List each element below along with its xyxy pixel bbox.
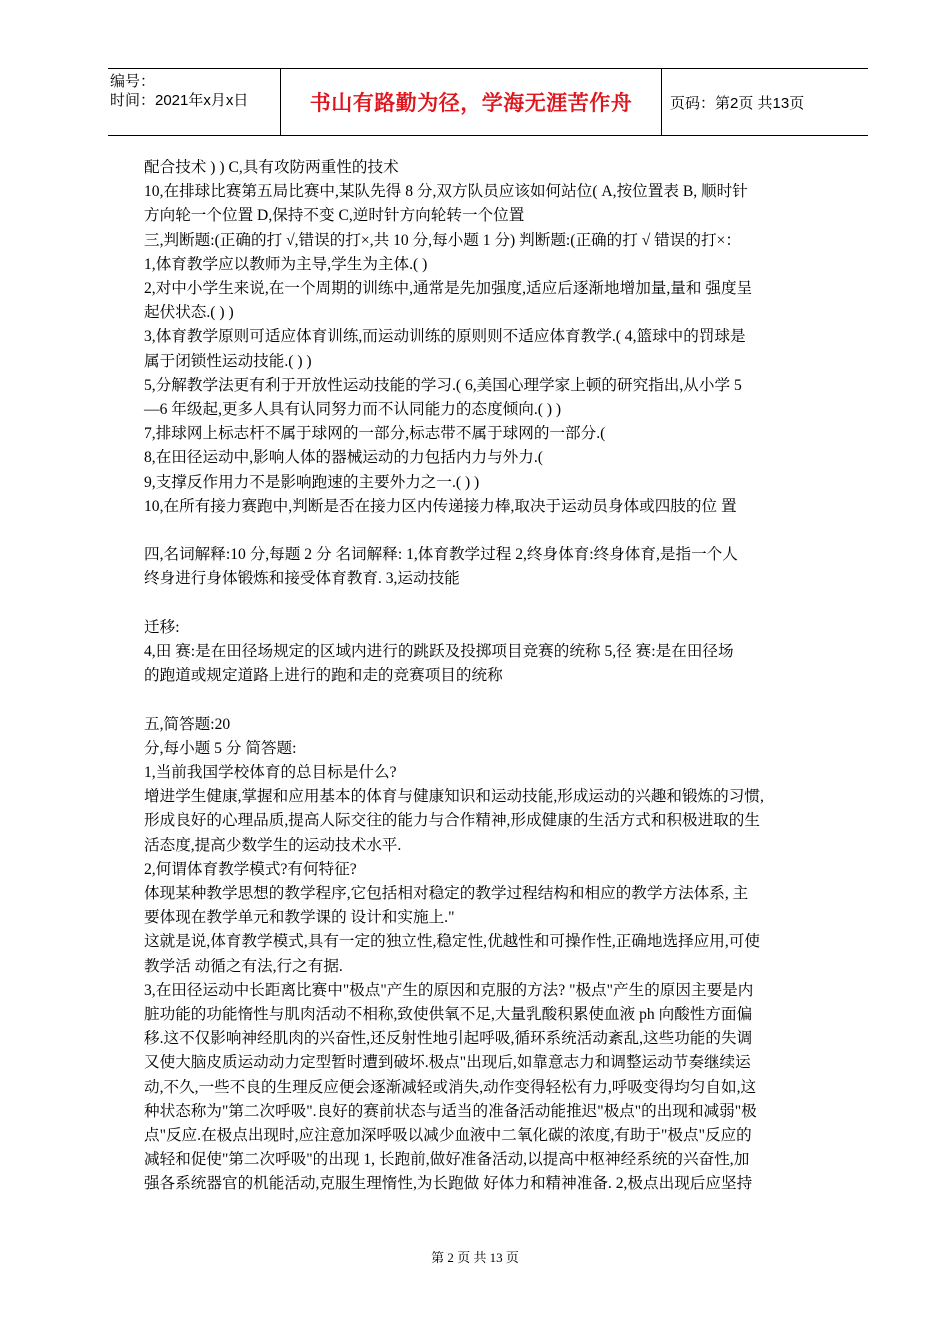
text-line: 五,简答题:20: [144, 715, 231, 733]
header-page-cell: [662, 69, 868, 135]
text-line: 又使大脑皮质运动动力定型暂时遭到破坏.极点"出现后,如靠意志力和调整运动节奏继续运: [144, 1054, 751, 1072]
text-line: 2,对中小学生来说,在一个周期的训练中,通常是先加强度,适应后逐渐地增加量,量和 强度呈: [144, 280, 753, 298]
header-motto: 书山有路勤为径，学海无涯苦作舟: [309, 92, 633, 115]
text-line: 4,田 赛:是在田径场规定的区域内进行的跳跃及投掷项目竞赛的统称 5,径 赛:是在田径场: [144, 643, 734, 661]
text-line: 属于闭锁性运动技能.( ) ): [144, 352, 312, 370]
text-line: 动,不久,一些不良的生理反应便会逐渐减轻或消失,动作变得轻松有力,呼吸变得均匀自如,这: [144, 1078, 757, 1096]
text-line: —6 年级起,更多人具有认同努力而不认同能力的态度倾向.( ) ): [144, 401, 562, 419]
document-number-label: 编号：: [110, 73, 156, 90]
text-line: 强各系统器官的机能活动,克服生理惰性,为长跑做 好体力和精神准备. 2,极点出现后应坚持: [144, 1175, 753, 1193]
text-line: 2,何谓体育教学模式?有何特征?: [144, 860, 357, 878]
text-line: 要体现在教学单元和教学课的 设计和实施上.": [144, 909, 455, 927]
text-line: 8,在田径运动中,影响人体的器械运动的力包括内力与外力.(: [144, 449, 543, 467]
text-line: 起伏状态.( ) ): [144, 304, 234, 322]
text-line: 方向轮一个位置 D,保持不变 C,逆时针方向轮转一个位置: [144, 207, 525, 225]
text-line: 9,支撑反作用力不是影响跑速的主要外力之一.( ) ): [144, 473, 480, 491]
text-line: 分,每小题 5 分 简答题:: [144, 739, 297, 757]
blank-line: [144, 519, 816, 543]
text-line: 种状态称为"第二次呼吸".良好的赛前状态与适当的准备活动能推迟"极点"的出现和减弱"极: [144, 1102, 757, 1120]
text-line: 移.这不仅影响神经肌肉的兴奋性,还反射性地引起呼吸,循环系统活动紊乱,这些功能的失调: [144, 1030, 753, 1048]
text-line: 1,当前我国学校体育的总目标是什么?: [144, 764, 397, 782]
text-line: 这就是说,体育教学模式,具有一定的独立性,稳定性,优越性和可操作性,正确地选择应用,可使: [144, 933, 760, 951]
blank-line: [144, 688, 816, 712]
text-line: 四,名词解释:10 分,每题 2 分 名词解释: 1,体育教学过程 2,终身体育:终身体育,是指一个人: [144, 546, 738, 564]
text-line: 的跑道或规定道路上进行的跑和走的竞赛项目的统称: [144, 667, 503, 685]
text-line: 3,在田径运动中长距离比赛中"极点"产生的原因和克服的方法? "极点"产生的原因主要是内: [144, 981, 754, 999]
blank-line: [144, 592, 816, 616]
text-line: 点"反应.在极点出现时,应注意加深呼吸以减少血液中二氧化碳的浓度,有助于"极点"反应的: [144, 1127, 752, 1145]
document-date-label: 时间：2021年x月x日: [110, 92, 249, 109]
text-line: 形成良好的心理品质,提高人际交往的能力与合作精神,形成健康的生活方式和积极进取的生: [144, 812, 760, 830]
text-line: 1,体育教学应以教师为主导,学生为主体.( ): [144, 255, 428, 273]
page-footer: 第 2 页 共 13 页: [431, 1250, 519, 1265]
header-motto-cell: [281, 69, 662, 135]
text-line: 三,判断题:(正确的打 √,错误的打×,共 10 分,每小题 1 分) 判断题:(正确的打 √ 错误的打×：: [144, 231, 741, 249]
header-meta-cell: [108, 69, 281, 135]
text-line: 增进学生健康,掌握和应用基本的体育与健康知识和运动技能,形成运动的兴趣和锻炼的习惯,: [144, 788, 764, 806]
text-line: 3,体育教学原则可适应体育训练,而运动训练的原则则不适应体育教学.( 4,篮球中的罚球是: [144, 328, 746, 346]
document-body: [144, 156, 816, 1197]
text-line: 10,在排球比赛第五局比赛中,某队先得 8 分,双方队员应该如何站位( A,按位置表 B, 顺时针: [144, 183, 748, 201]
text-line: 体现某种教学思想的教学程序,它包括相对稳定的教学过程结构和相应的教学方法体系, 主: [144, 885, 749, 903]
text-line: 减轻和促使"第二次呼吸"的出现 1, 长跑前,做好准备活动,以提高中枢神经系统的兴奋性,加: [144, 1151, 750, 1169]
text-line: 5,分解教学法更有利于开放性运动技能的学习.( 6,美国心理学家上顿的研究指出,从小学 5: [144, 376, 742, 394]
text-line: 活态度,提高少数学生的运动技术水平.: [144, 836, 402, 854]
header-page-info: 页码：第2页 共13页: [670, 94, 805, 112]
text-line: 教学活 动循之有法,行之有据.: [144, 957, 343, 975]
text-line: 10,在所有接力赛跑中,判断是否在接力区内传递接力棒,取决于运动员身体或四肢的位 置: [144, 497, 737, 515]
text-line: 脏功能的功能惰性与肌肉活动不相称,致使供氧不足,大量乳酸积累使血液 ph 向酸性方面偏: [144, 1006, 753, 1024]
text-line: 迁移:: [144, 618, 180, 636]
page-header: [108, 68, 868, 136]
text-line: 配合技术 ) ) C,具有攻防两重性的技术: [144, 159, 399, 176]
text-line: 终身进行身体锻炼和接受体育教育. 3,运动技能: [144, 570, 460, 588]
text-line: 7,排球网上标志杆不属于球网的一部分,标志带不属于球网的一部分.(: [144, 425, 606, 443]
